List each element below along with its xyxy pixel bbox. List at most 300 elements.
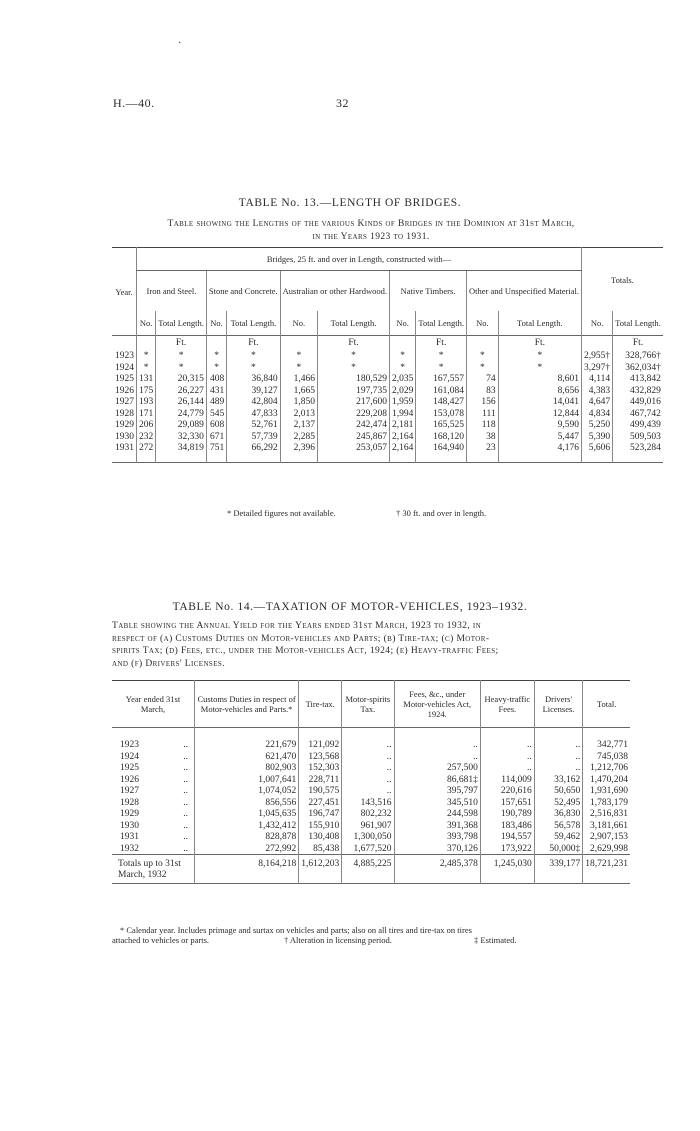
table-row (112, 443, 663, 455)
totals-row (112, 855, 630, 884)
data-cell: .. (394, 751, 480, 763)
data-cell: 1,470,204 (583, 774, 630, 786)
data-cell: 245,867 (318, 431, 390, 443)
table14-notes (112, 925, 632, 947)
data-cell: .. (342, 763, 394, 775)
year-cell: 1925 (115, 374, 134, 385)
spacer (342, 728, 394, 740)
table-row (112, 832, 630, 844)
data-cell: 1,466 (280, 374, 317, 386)
unit-blank (280, 336, 317, 351)
table13-bottom (112, 454, 663, 462)
data-cell: 32,330 (156, 431, 207, 443)
header-cell: Total. (583, 681, 630, 728)
table-row (112, 740, 630, 752)
data-cell: * (318, 351, 390, 363)
data-cell: 220,616 (480, 786, 534, 798)
data-cell: 56,578 (534, 820, 582, 832)
data-cell: 167,557 (416, 374, 467, 386)
data-cell: 671 (206, 431, 226, 443)
data-cell: 194,557 (480, 832, 534, 844)
year-cell: 1928 (115, 408, 134, 419)
data-cell: 1,007,641 (195, 774, 299, 786)
data-cell: 4,383 (582, 385, 613, 397)
data-cell: 196,747 (299, 809, 342, 821)
header-cell: Year ended 31st March, (125, 694, 181, 714)
data-cell: 86,681‡ (394, 774, 480, 786)
leader-dots: .. (183, 786, 188, 797)
unit-ft: Ft. (156, 336, 207, 351)
data-cell: 143,516 (342, 797, 394, 809)
data-cell: * (467, 351, 499, 363)
leader-dots: .. (183, 809, 188, 820)
data-cell: 227,451 (299, 797, 342, 809)
data-cell: 123,568 (299, 751, 342, 763)
data-cell: 5,250 (582, 420, 613, 432)
data-cell: 26,144 (156, 397, 207, 409)
data-cell: 175 (137, 385, 156, 397)
data-cell: 66,292 (227, 443, 280, 455)
data-cell: 2,955† (582, 351, 613, 363)
data-cell: 33,162 (534, 774, 582, 786)
data-cell: 253,057 (318, 443, 390, 455)
data-cell: 173,922 (480, 843, 534, 855)
data-cell: * (416, 351, 467, 363)
data-cell: 545 (206, 408, 226, 420)
data-cell: * (498, 351, 581, 363)
data-cell: 257,500 (394, 763, 480, 775)
page-mark: · (178, 38, 182, 49)
data-cell: 431 (206, 385, 226, 397)
data-cell: 4,834 (582, 408, 613, 420)
data-cell: 1,850 (280, 397, 317, 409)
year-cell (112, 786, 195, 798)
year-cell (112, 809, 195, 821)
material-stone: Stone and Concrete. (206, 271, 280, 312)
spacer (467, 454, 499, 462)
year-value: 1924 (120, 751, 139, 762)
unit-ft: Ft. (613, 336, 663, 351)
data-cell: * (206, 351, 226, 363)
taxation-table (112, 680, 630, 884)
spacer (534, 728, 582, 740)
data-cell: 38 (467, 431, 499, 443)
table-row (112, 420, 663, 432)
spacer (280, 454, 317, 462)
table14-subtitle-line2: respect of (a) Customs Duties on Motor-vehicles and Parts; (b) Tire-tax; (c) Motor- (112, 633, 490, 644)
data-cell: 34,819 (156, 443, 207, 455)
data-cell: 1,783,179 (583, 797, 630, 809)
data-cell: 272 (137, 443, 156, 455)
unit-ft: Ft. (416, 336, 467, 351)
data-cell: 228,711 (299, 774, 342, 786)
data-cell: 342,771 (583, 740, 630, 752)
no-header: No. (582, 311, 613, 336)
table-row (112, 786, 630, 798)
data-cell: 183,486 (480, 820, 534, 832)
table13-title: TABLE No. 13.—LENGTH OF BRIDGES. (238, 197, 462, 209)
data-cell: .. (480, 740, 534, 752)
data-cell: 74 (467, 374, 499, 386)
unit-blank (137, 336, 156, 351)
data-cell: 161,084 (416, 385, 467, 397)
data-cell: 802,903 (195, 763, 299, 775)
data-cell: 9,590 (498, 420, 581, 432)
data-cell: 2,137 (280, 420, 317, 432)
table-row (112, 809, 630, 821)
spacer-row (112, 728, 630, 740)
data-cell: 221,679 (195, 740, 299, 752)
data-cell: 148,427 (416, 397, 467, 409)
totals-label: Totals up to 31st March, 1932 (118, 859, 181, 880)
table14-note-estimated: ‡ Estimated. (474, 935, 517, 945)
data-cell: * (156, 362, 207, 374)
table14-note-dagger: † Alteration in licensing period. (284, 935, 392, 945)
total-cell: 8,164,218 (195, 855, 299, 884)
spacer (389, 454, 415, 462)
data-cell: 244,598 (394, 809, 480, 821)
header-cell: Motor-spirits Tax. (342, 681, 394, 728)
data-cell: * (467, 362, 499, 374)
data-cell: 8,601 (498, 374, 581, 386)
data-cell: 2,629,998 (583, 843, 630, 855)
data-cell: 36,840 (227, 374, 280, 386)
spacer (299, 728, 342, 740)
data-cell: 152,303 (299, 763, 342, 775)
data-cell: * (280, 362, 317, 374)
data-cell: 2,029 (389, 385, 415, 397)
data-cell: 20,315 (156, 374, 207, 386)
data-cell: .. (342, 774, 394, 786)
leader-dots: .. (183, 843, 188, 854)
data-cell: 85,438 (299, 843, 342, 855)
data-cell: 118 (467, 420, 499, 432)
data-cell: * (227, 351, 280, 363)
table-row (112, 397, 663, 409)
data-cell: 449,016 (613, 397, 663, 409)
table14-subtitle-line4: and (f) Drivers' Licenses. (112, 658, 225, 669)
data-cell: 1,432,412 (195, 820, 299, 832)
table13-subtitle (112, 218, 630, 243)
data-cell: 57,739 (227, 431, 280, 443)
data-cell: 155,910 (299, 820, 342, 832)
data-cell: 1,300,050 (342, 832, 394, 844)
year-cell: 1930 (115, 431, 134, 442)
material-native: Native Timbers. (389, 271, 466, 312)
data-cell: 345,510 (394, 797, 480, 809)
year-cell (112, 751, 195, 763)
year-cell: 1929 (115, 420, 134, 431)
data-cell: 164,940 (416, 443, 467, 455)
data-cell: 168,120 (416, 431, 467, 443)
year-cell (112, 843, 195, 855)
no-header: No. (467, 311, 499, 336)
data-cell: 2,013 (280, 408, 317, 420)
data-cell: 50,000‡ (534, 843, 582, 855)
data-cell: 608 (206, 420, 226, 432)
spacer (112, 454, 137, 462)
data-cell: * (389, 362, 415, 374)
header-cell: Drivers' Licenses. (534, 681, 582, 728)
total-cell: 1,245,030 (480, 855, 534, 884)
data-cell: 12,844 (498, 408, 581, 420)
spacer (416, 454, 467, 462)
total-length-header: Total Length. (498, 311, 581, 336)
table-row (112, 408, 663, 420)
data-cell: * (498, 362, 581, 374)
total-length-header: Total Length. (318, 311, 390, 336)
data-cell: 206 (137, 420, 156, 432)
data-cell: .. (534, 763, 582, 775)
year-cell: 1931 (115, 443, 134, 454)
data-cell: 131 (137, 374, 156, 386)
data-cell: * (389, 351, 415, 363)
data-cell: 24,779 (156, 408, 207, 420)
data-cell: 1,665 (280, 385, 317, 397)
data-cell: 2,164 (389, 431, 415, 443)
data-cell: 130,408 (299, 832, 342, 844)
table-row (112, 374, 663, 386)
data-cell: .. (394, 740, 480, 752)
leader-dots: .. (183, 797, 188, 808)
data-cell: 1,074,052 (195, 786, 299, 798)
data-cell: 467,742 (613, 408, 663, 420)
data-cell: 328,766† (613, 351, 663, 363)
data-cell: 59,462 (534, 832, 582, 844)
table14-subtitle (112, 620, 630, 670)
table-row (112, 362, 663, 374)
table13-note-asterisk: * Detailed figures not available. (227, 508, 336, 518)
total-cell: 4,885,225 (342, 855, 394, 884)
data-cell: 114,009 (480, 774, 534, 786)
data-cell: 190,575 (299, 786, 342, 798)
data-cell: 1,212,706 (583, 763, 630, 775)
data-cell: 362,034† (613, 362, 663, 374)
table-row (112, 763, 630, 775)
data-cell: 180,529 (318, 374, 390, 386)
leader-dots: .. (183, 763, 188, 774)
data-cell: .. (342, 751, 394, 763)
year-value: 1926 (120, 774, 139, 785)
data-cell: 523,284 (613, 443, 663, 455)
data-cell: .. (480, 751, 534, 763)
data-cell: 4,176 (498, 443, 581, 455)
table14-title: TABLE No. 14.—TAXATION OF MOTOR-VEHICLES, 1923–1932. (172, 601, 528, 613)
page-reference: H.—40. (113, 96, 155, 110)
data-cell: * (206, 362, 226, 374)
data-cell: * (318, 362, 390, 374)
table14-subtitle-line1: Table showing the Annual Yield for the Years ended 31st March, 1923 to 1932, in (112, 621, 482, 631)
leader-dots: .. (183, 740, 188, 751)
table-row (112, 751, 630, 763)
year-cell (112, 774, 195, 786)
data-cell: 26,227 (156, 385, 207, 397)
data-cell: 83 (467, 385, 499, 397)
data-cell: 408 (206, 374, 226, 386)
data-cell: 2,396 (280, 443, 317, 455)
spacer (206, 454, 226, 462)
spacer (318, 454, 390, 462)
data-cell: * (137, 362, 156, 374)
data-cell: * (280, 351, 317, 363)
no-header: No. (206, 311, 226, 336)
data-cell: 111 (467, 408, 499, 420)
unit-ft: Ft. (498, 336, 581, 351)
data-cell: 2,164 (389, 443, 415, 455)
data-cell: 272,992 (195, 843, 299, 855)
total-cell: 1,612,203 (299, 855, 342, 884)
no-header: No. (137, 311, 156, 336)
spacer (498, 454, 581, 462)
data-cell: 47,833 (227, 408, 280, 420)
unit-ft: Ft. (318, 336, 390, 351)
data-cell: * (137, 351, 156, 363)
total-length-header: Total Length. (613, 311, 663, 336)
bridges-table (112, 247, 663, 463)
data-cell: 5,390 (582, 431, 613, 443)
table13-subtitle-line1: Table showing the Lengths of the various Kinds of Bridges in the Dominion at 31st March, (167, 219, 575, 229)
year-value: 1931 (120, 832, 139, 843)
year-cell (112, 763, 195, 775)
data-cell: 393,798 (394, 832, 480, 844)
year-cell: 1923 (115, 351, 134, 362)
year-cell (112, 832, 195, 844)
data-cell: 432,829 (613, 385, 663, 397)
data-cell: 961,907 (342, 820, 394, 832)
data-cell: 5,606 (582, 443, 613, 455)
data-cell: 50,650 (534, 786, 582, 798)
table-row (112, 351, 663, 363)
data-cell: 395,797 (394, 786, 480, 798)
header-cell: Heavy-traffic Fees. (480, 681, 534, 728)
table-row (112, 843, 630, 855)
data-cell: 39,127 (227, 385, 280, 397)
data-cell: 36,830 (534, 809, 582, 821)
unit-blank (389, 336, 415, 351)
data-cell: 1,045,635 (195, 809, 299, 821)
table14-subtitle-line3: spirits Tax; (d) Fees, etc., under the Motor-vehicles Act, 1924; (e) Heavy-traffic Fees; (112, 646, 499, 656)
data-cell: 802,232 (342, 809, 394, 821)
year-cell: 1924 (115, 362, 134, 373)
table14-note-row2 (112, 935, 632, 947)
year-cell: 1927 (115, 397, 134, 408)
page-number: 32 (336, 96, 349, 110)
spacer (394, 728, 480, 740)
data-cell: 3,181,661 (583, 820, 630, 832)
data-cell: .. (342, 740, 394, 752)
year-value: 1927 (120, 786, 139, 797)
data-cell: 1,994 (389, 408, 415, 420)
year-cell (112, 820, 195, 832)
year-value: 1923 (120, 740, 139, 751)
data-cell: 165,525 (416, 420, 467, 432)
spacer (480, 728, 534, 740)
data-cell: 499,439 (613, 420, 663, 432)
table-row (112, 431, 663, 443)
data-cell: 121,092 (299, 740, 342, 752)
data-cell: 1,677,520 (342, 843, 394, 855)
year-cell: 1926 (115, 385, 134, 396)
table-row (112, 774, 630, 786)
total-cell: 339,177 (534, 855, 582, 884)
unit-blank (206, 336, 226, 351)
data-cell: 1,931,690 (583, 786, 630, 798)
data-cell: 751 (206, 443, 226, 455)
spacer (227, 454, 280, 462)
data-cell: 29,089 (156, 420, 207, 432)
year-header: Year. (115, 286, 133, 297)
data-cell: 4,114 (582, 374, 613, 386)
data-cell: .. (342, 786, 394, 798)
data-cell: 153,078 (416, 408, 467, 420)
total-cell: 18,721,231 (583, 855, 630, 884)
material-other: Other and Unspecified Material. (467, 271, 582, 312)
year-value: 1930 (120, 820, 139, 831)
unit-blank (582, 336, 613, 351)
leader-dots: .. (183, 774, 188, 785)
header-cell: Customs Duties in respect of Motor-vehicles and Parts.* (195, 681, 299, 728)
data-cell: 52,495 (534, 797, 582, 809)
data-cell: 217,600 (318, 397, 390, 409)
no-header: No. (389, 311, 415, 336)
totals-header: Totals. (582, 248, 663, 312)
data-cell: 1,959 (389, 397, 415, 409)
data-cell: 42,804 (227, 397, 280, 409)
group-header: Bridges, 25 ft. and over in Length, constructed with— (137, 248, 582, 271)
data-cell: 8,656 (498, 385, 581, 397)
leader-dots: .. (183, 832, 188, 843)
data-cell: 745,038 (583, 751, 630, 763)
year-cell (112, 740, 195, 752)
year-cell (112, 797, 195, 809)
data-cell: * (227, 362, 280, 374)
total-cell: 2,485,378 (394, 855, 480, 884)
table14-note-attached: attached to vehicles or parts. (112, 935, 210, 945)
total-length-header: Total Length. (227, 311, 280, 336)
data-cell: 2,516,831 (583, 809, 630, 821)
data-cell: 509,503 (613, 431, 663, 443)
table-row (112, 797, 630, 809)
data-cell: 52,761 (227, 420, 280, 432)
table13-note-dagger: † 30 ft. and over in length. (396, 508, 487, 518)
data-cell: 856,556 (195, 797, 299, 809)
data-cell: .. (480, 763, 534, 775)
data-cell: 193 (137, 397, 156, 409)
data-cell: 2,035 (389, 374, 415, 386)
spacer (156, 454, 207, 462)
data-cell: 621,470 (195, 751, 299, 763)
table-row (112, 820, 630, 832)
year-value: 1929 (120, 809, 139, 820)
header-cell: Fees, &c., under Motor-vehicles Act, 1924. (394, 681, 480, 728)
data-cell: 413,842 (613, 374, 663, 386)
data-cell: 391,368 (394, 820, 480, 832)
spacer (112, 728, 195, 740)
data-cell: .. (534, 740, 582, 752)
data-cell: 2,907,153 (583, 832, 630, 844)
data-cell: 229,208 (318, 408, 390, 420)
year-value: 1932 (120, 843, 139, 854)
data-cell: 157,651 (480, 797, 534, 809)
spacer (137, 454, 156, 462)
unit-blank (112, 336, 137, 351)
leader-dots: .. (183, 820, 188, 831)
data-cell: .. (534, 751, 582, 763)
total-length-header: Total Length. (156, 311, 207, 336)
year-value: 1928 (120, 797, 139, 808)
year-value: 1925 (120, 763, 139, 774)
data-cell: 828,878 (195, 832, 299, 844)
